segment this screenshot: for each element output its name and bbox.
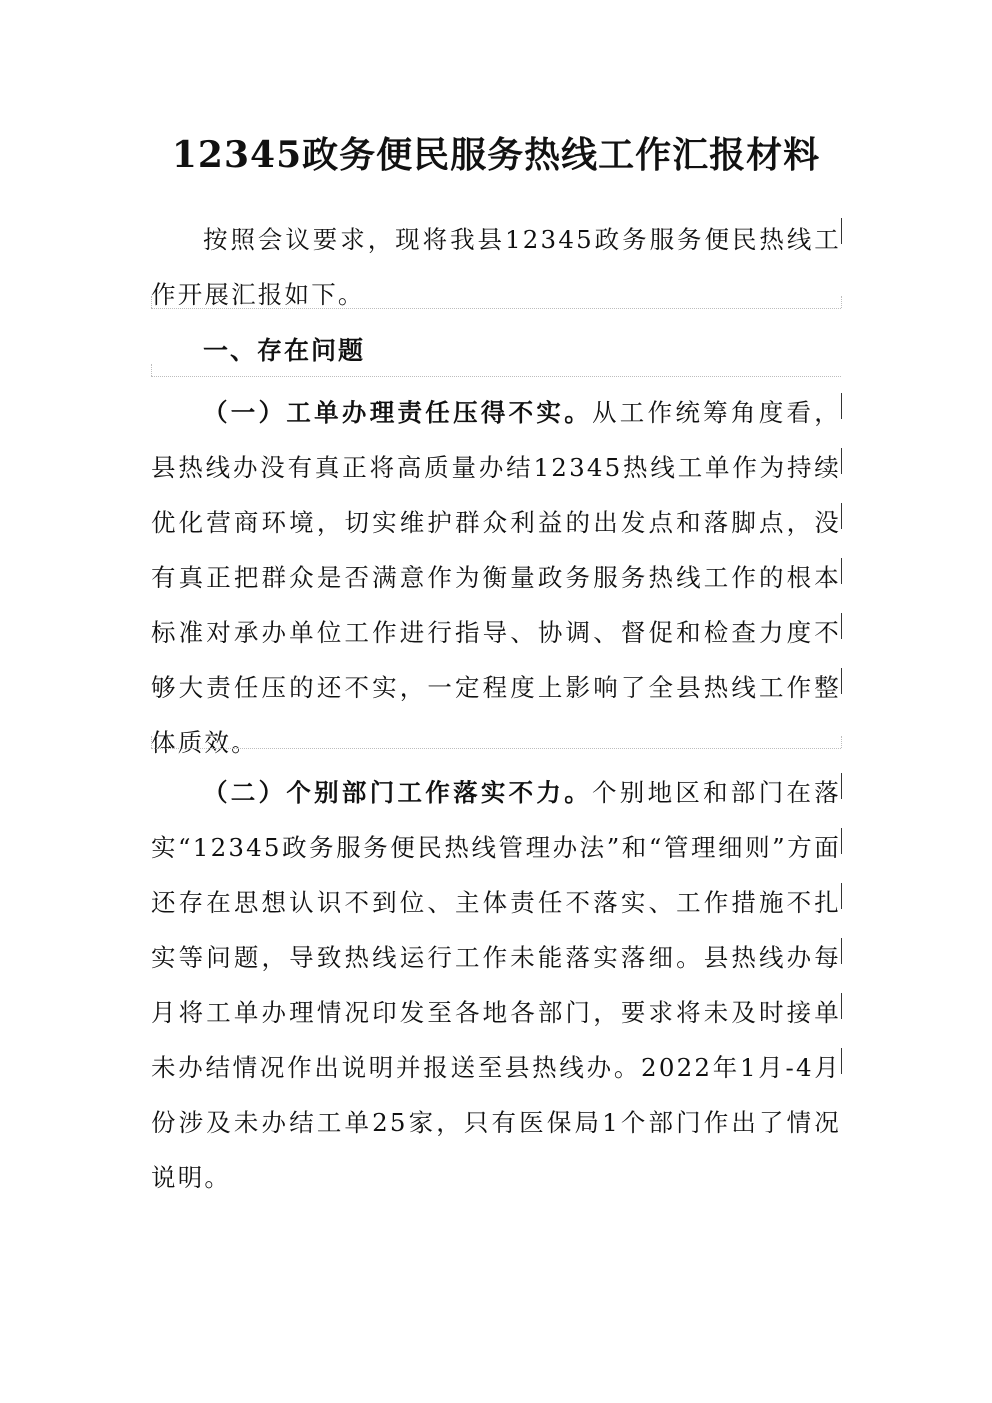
document-title: 12345政务便民服务热线工作汇报材料 [171, 134, 821, 176]
paragraph-separator [151, 376, 841, 377]
line-end-marker [841, 883, 842, 909]
margin-tick [151, 736, 152, 748]
line-end-marker [841, 993, 842, 1019]
line-end-marker [841, 668, 842, 694]
line-end-marker [841, 773, 842, 799]
margin-tick [151, 364, 152, 376]
line-end-marker [841, 613, 842, 639]
paragraph-separator [151, 748, 841, 749]
margin-tick [841, 736, 842, 748]
item2-lead: （二）个别部门工作落实不力。 [203, 778, 592, 807]
section-heading: 一、存在问题 [203, 336, 366, 365]
line-end-marker [841, 448, 842, 474]
line-end-marker [841, 218, 842, 244]
margin-tick [841, 296, 842, 308]
line-end-marker [841, 828, 842, 854]
paragraph-separator [151, 308, 841, 309]
item1-lead: （一）工单办理责任压得不实。 [203, 398, 592, 427]
line-end-marker [841, 393, 842, 419]
line-end-marker [841, 1048, 842, 1074]
line-end-marker [841, 558, 842, 584]
line-end-marker [841, 938, 842, 964]
item1-paragraph [151, 385, 841, 770]
item2-paragraph [151, 765, 841, 1205]
margin-tick [151, 296, 152, 308]
item2-body: 个别地区和部门在落实“12345政务服务便民热线管理办法”和“管理细则”方面还存在思想认识不到位、主体责任不落实、工作措施不扎实等问题，导致热线运行工作未能落实落细。县热线办每月将工单办理情况印发至各地各部门，要求将未及时接单未办结情况作出说明并报送至县热线办。2022年1月-4月份涉及未办结工单25家，只有医保局1个部门作出了情况说明。 [151, 778, 841, 1192]
item1-body: 从工作统筹角度看，县热线办没有真正将高质量办结12345热线工单作为持续优化营商环境，切实维护群众利益的出发点和落脚点，没有真正把群众是否满意作为衡量政务服务热线工作的根本标准对承办单位工作进行指导、协调、督促和检查力度不够大责任压的还不实，一定程度上影响了全县热线工作整体质效。 [151, 398, 841, 757]
line-end-marker [841, 503, 842, 529]
intro-paragraph: 按照会议要求，现将我县12345政务服务便民热线工作开展汇报如下。 [151, 225, 841, 309]
